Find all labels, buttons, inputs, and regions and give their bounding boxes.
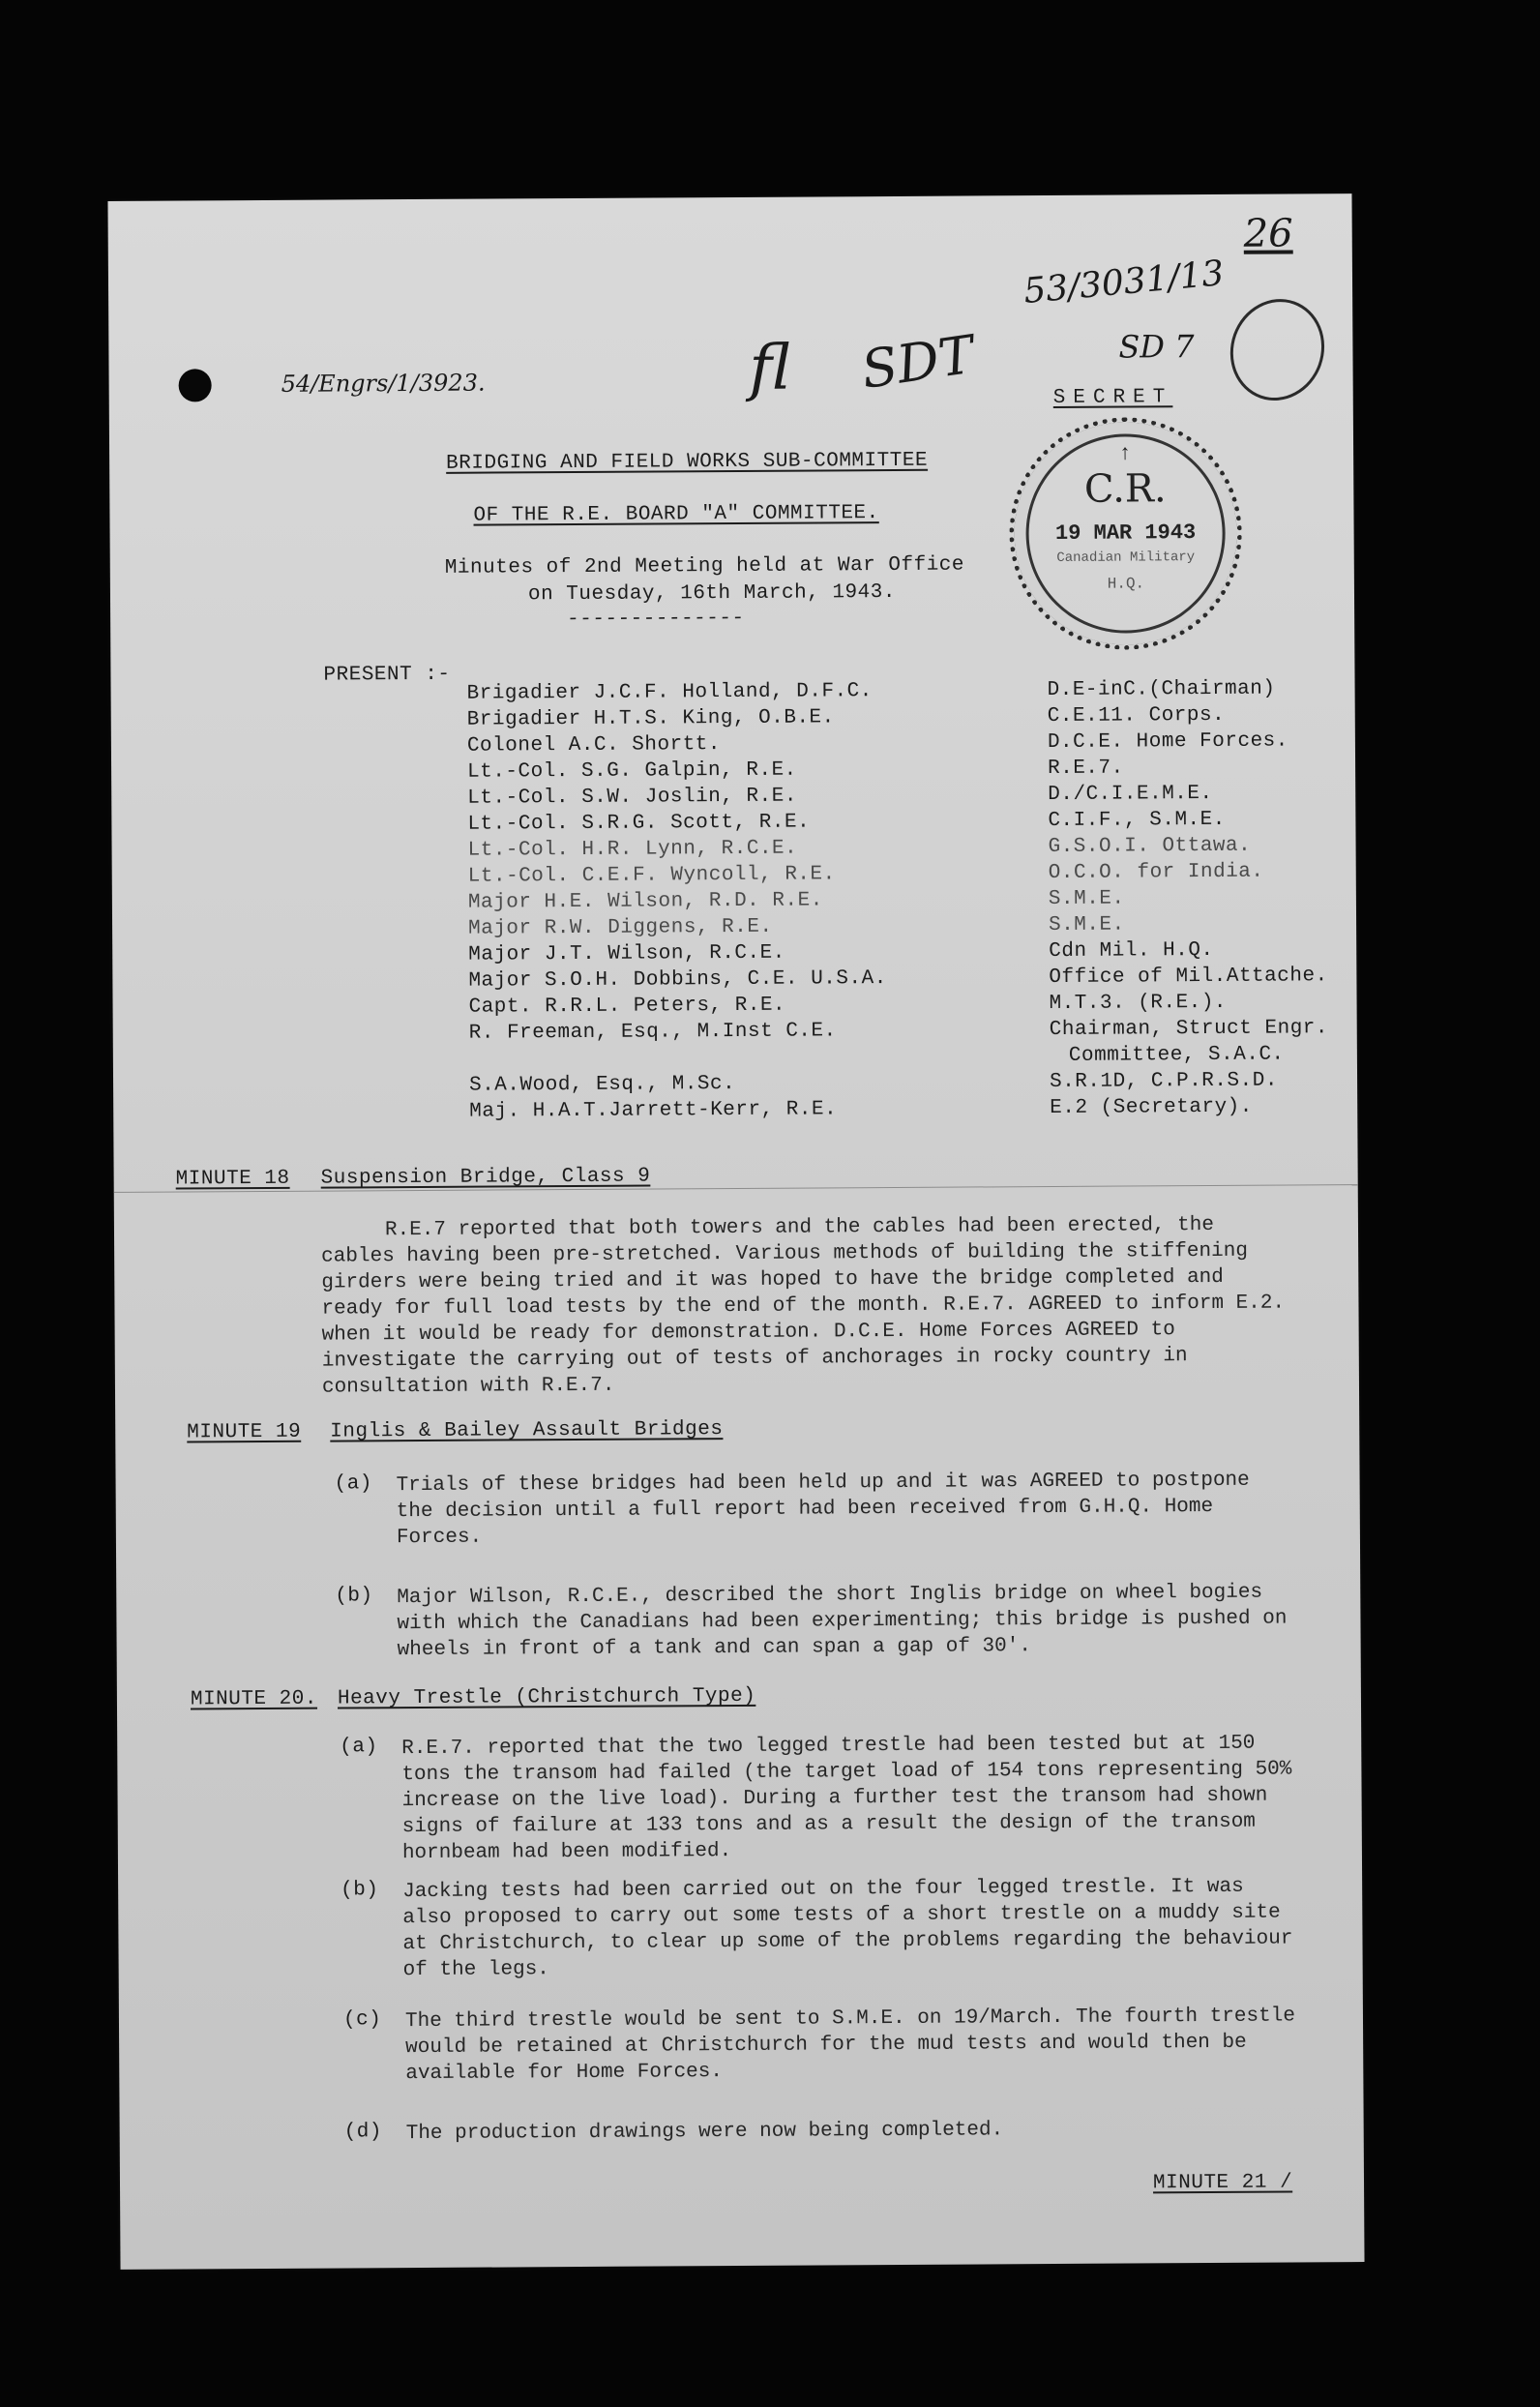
attendee-role: S.R.1D, C.P.R.S.D.: [1049, 1069, 1278, 1094]
attendee-name: Lt.-Col. H.R. Lynn, R.C.E.: [467, 837, 798, 862]
attendee-role: Chairman, Struct Engr.: [1049, 1017, 1329, 1042]
attendee-name: Maj. H.A.T.Jarrett-Kerr, R.E.: [469, 1098, 838, 1123]
attendee-name: Brigadier J.C.F. Holland, D.F.C.: [466, 680, 873, 705]
attendee-role: C.E.11. Corps.: [1047, 703, 1226, 728]
handwritten-sub-reference: SD 7: [1118, 328, 1195, 366]
attendee-name: Lt.-Col. C.E.F. Wyncoll, R.E.: [467, 863, 836, 888]
minute-18-body: R.E.7 reported that both towers and the cables had been erected, the cables having been pre-stretched. Various methods of building the stiffening girders were being tried and it was hoped to have the bridge completed and ready for full load tests by the end of the month. R.E.7. AGREED to inform E.2. when it would be ready for demonstration. D.C.E. Home Forces AGREED to investigate the carrying out of tests of anchorages in rocky country in consultation with R.E.7.: [321, 1213, 1286, 1399]
attendee-role: Committee, S.A.C.: [1068, 1043, 1285, 1067]
attendee-role: C.I.F., S.M.E.: [1048, 808, 1226, 833]
minute-19-label: MINUTE 19: [187, 1420, 302, 1444]
attendee-role: D.C.E. Home Forces.: [1047, 729, 1288, 755]
stamp-line-1: Canadian Military: [1056, 550, 1196, 566]
attendee-name: Major H.E. Wilson, R.D. R.E.: [467, 889, 823, 914]
attendee-name: Brigadier H.T.S. King, O.B.E.: [466, 706, 835, 731]
present-label: PRESENT :-: [323, 663, 451, 687]
minute-19-item-text: Major Wilson, R.C.E., described the short Inglis bridge on wheel bogies with which the Canadians had been experimenting; this bridge is pushed on wheels in front of a tank and can span a gap of 30'.: [397, 1581, 1288, 1662]
attendee-role: S.M.E.: [1048, 887, 1125, 911]
stamp-line-2: H.Q.: [1107, 575, 1145, 593]
punch-hole: [179, 369, 212, 401]
received-stamp: [1009, 417, 1242, 650]
attendee-name: Lt.-Col. S.G. Galpin, R.E.: [467, 758, 797, 784]
attendee-role: Cdn Mil. H.Q.: [1049, 938, 1214, 964]
stamp-date: 19 MAR 1943: [1054, 520, 1197, 546]
stamp-office: C.R.: [1083, 466, 1167, 512]
attendee-role: D.E-inC.(Chairman): [1047, 677, 1276, 702]
handwritten-file-reference: 53/3031/13: [1022, 253, 1226, 312]
title-divider: --------------: [567, 607, 745, 632]
minute-20-label: MINUTE 20.: [190, 1687, 318, 1711]
minute-19-item-mark: (a): [334, 1472, 372, 1496]
minute-20-item-text: Jacking tests had been carried out on the four legged trestle. It was also proposed to carry out some tests of a short trestle on a muddy site at Christchurch, to clear up some of the problems regarding the behaviour of the legs.: [402, 1875, 1293, 1982]
minute-20-item-text: The production drawings were now being completed.: [405, 2119, 1004, 2146]
minute-20-item-mark: (d): [343, 2121, 383, 2144]
handwritten-initials: fl: [749, 332, 791, 404]
attendee-role: E.2 (Secretary).: [1050, 1095, 1253, 1120]
attendee-name: R. Freeman, Esq., M.Inst C.E.: [468, 1020, 837, 1045]
circled-folio-mark: [1216, 286, 1338, 414]
handwritten-reference: 54/Engrs/1/3923.: [281, 369, 486, 398]
attendee-role: D./C.I.E.M.E.: [1048, 782, 1213, 807]
attendee-role: S.M.E.: [1049, 913, 1125, 937]
minute-20-item-mark: (c): [342, 2008, 382, 2032]
folio-number: 26: [1243, 211, 1293, 256]
handwritten-sdt: SDT: [857, 323, 978, 401]
attendee-role: R.E.7.: [1048, 757, 1124, 781]
minute-19-item-mark: (b): [335, 1585, 373, 1608]
minute-20-item-text: The third trestle would be sent to S.M.E. on 19/March. The fourth trestle would be retained at Christchurch for the mud tests and would then be available for Home Forces.: [404, 2005, 1295, 2086]
attendee-name: Major S.O.H. Dobbins, C.E. U.S.A.: [468, 967, 887, 993]
minute-18-label: MINUTE 18: [175, 1167, 290, 1191]
document-title-line-2: OF THE R.E. BOARD "A" COMMITTEE.: [473, 502, 879, 527]
attendee-name: Lt.-Col. S.W. Joslin, R.E.: [467, 785, 797, 810]
minute-19-heading: Inglis & Bailey Assault Bridges: [330, 1418, 724, 1443]
attendee-list: [467, 677, 1341, 1126]
minute-20-item-mark: (a): [340, 1736, 378, 1759]
document-page: [107, 193, 1364, 2270]
meeting-subtitle-line-1: Minutes of 2nd Meeting held at War Office: [444, 553, 965, 579]
minute-20-item-text: R.E.7. reported that the two legged trestle had been tested but at 150 tons the transom had failed (the target load of 154 tons representing 50% increase on the live load). During a further test the transom had shown signs of failure at 133 tons and as a result the design of the transom hornbeam had been modified.: [401, 1732, 1292, 1865]
minute-18-heading: Suspension Bridge, Class 9: [320, 1165, 651, 1190]
stamp-arrow-icon: ↑: [1118, 441, 1132, 466]
attendee-role: G.S.O.I. Ottawa.: [1048, 834, 1252, 859]
attendee-name: Lt.-Col. S.R.G. Scott, R.E.: [467, 811, 811, 836]
minute-20-heading: Heavy Trestle (Christchurch Type): [337, 1684, 756, 1710]
attendee-name: S.A.Wood, Esq., M.Sc.: [469, 1073, 736, 1097]
continuation-marker: MINUTE 21 /: [1152, 2171, 1293, 2195]
attendee-role: Office of Mil.Attache.: [1049, 965, 1328, 990]
attendee-row: [469, 1095, 1340, 1126]
minute-20-item-mark: (b): [341, 1879, 379, 1902]
attendee-name: Colonel A.C. Shortt.: [466, 733, 722, 758]
attendee-name: Capt. R.R.L. Peters, R.E.: [468, 994, 786, 1019]
document-title-line-1: BRIDGING AND FIELD WORKS SUB-COMMITTEE: [446, 449, 929, 475]
attendee-name: Major R.W. Diggens, R.E.: [468, 915, 773, 940]
attendee-name: Major J.T. Wilson, R.C.E.: [468, 941, 785, 966]
attendee-role: O.C.O. for India.: [1048, 860, 1264, 885]
minute-19-item-text: Trials of these bridges had been held up and it was AGREED to postpone the decision until a full report had been received from G.H.Q. Home Forces.: [396, 1469, 1250, 1550]
attendee-role: M.T.3. (R.E.).: [1049, 991, 1228, 1016]
section-rule: [114, 1184, 1358, 1193]
meeting-subtitle-line-2: on Tuesday, 16th March, 1943.: [527, 580, 897, 607]
classification-marking: SECRET: [1052, 386, 1173, 409]
